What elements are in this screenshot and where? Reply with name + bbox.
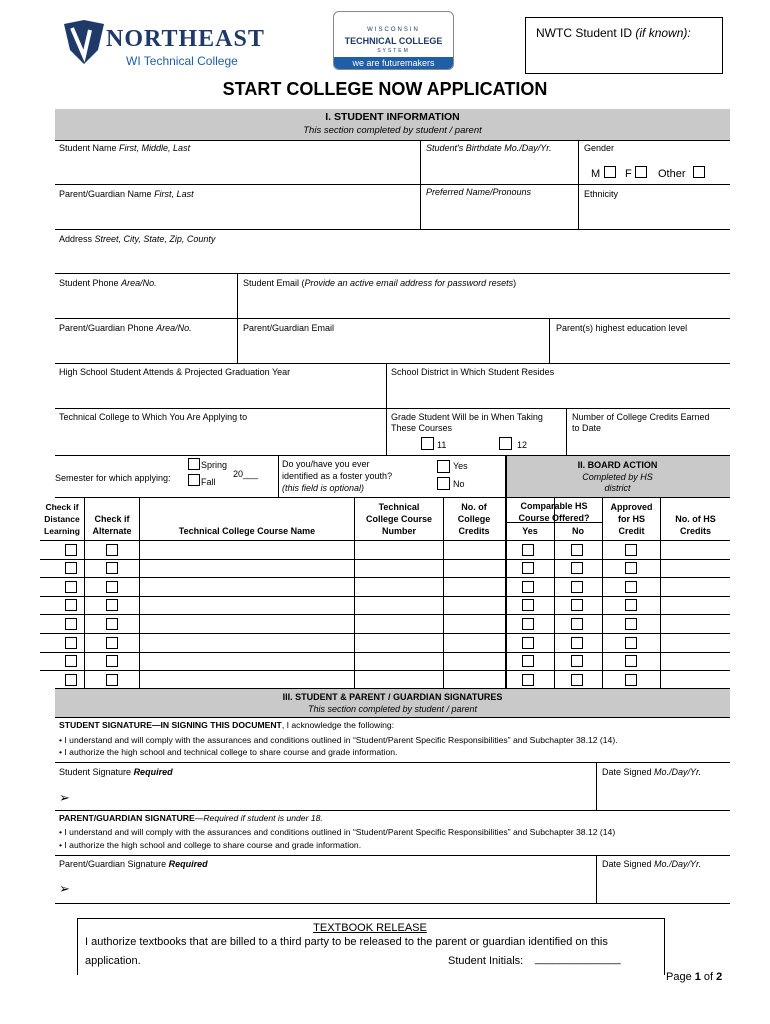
- table-col-divider: [443, 497, 444, 688]
- bullet2: I authorize the high school and technical college to share course and grade information.: [64, 747, 398, 757]
- distance-learning-checkbox[interactable]: [65, 562, 77, 574]
- table-col-divider: [660, 497, 661, 688]
- credits-line2: to Date: [572, 423, 602, 433]
- col-distance-header: Check if Distance Learning: [44, 502, 80, 536]
- school-district-label: School District in Which Student Resides: [391, 367, 555, 377]
- table-row: [40, 670, 730, 671]
- section1-subtitle: This section completed by student / parent: [303, 125, 482, 136]
- alternate-checkbox[interactable]: [106, 618, 118, 630]
- col-credits-header: No. of College Credits: [457, 502, 491, 536]
- birthdate-label: Student's Birthdate Mo./Day/Yr.: [426, 143, 552, 153]
- approved-hs-credit-checkbox[interactable]: [625, 544, 637, 556]
- col-approved-header: Approved for HS Credit: [610, 502, 653, 536]
- alternate-checkbox[interactable]: [106, 581, 118, 593]
- comparable-no-checkbox[interactable]: [571, 618, 583, 630]
- guardian-email-label: Parent/Guardian Email: [243, 323, 335, 333]
- distance-learning-checkbox[interactable]: [65, 581, 77, 593]
- parent-sig-label: Parent/Guardian Signature: [59, 859, 169, 869]
- gender-other-label: Other: [658, 168, 686, 180]
- comparable-yes-checkbox[interactable]: [522, 655, 534, 667]
- col-hs-credits-header: No. of HS Credits: [675, 514, 716, 536]
- year-field[interactable]: 20___: [233, 469, 259, 479]
- wtcs-tagline: we are futuremakers: [334, 57, 453, 69]
- table-col-divider: [554, 497, 555, 688]
- grade-11-label: 11: [437, 440, 447, 450]
- student-id-hint: (if known):: [635, 26, 691, 40]
- foster-yes-label: Yes: [453, 461, 468, 471]
- spring-label: Spring: [201, 460, 228, 470]
- northeast-name: NORTHEAST: [106, 26, 265, 52]
- comparable-no-checkbox[interactable]: [571, 599, 583, 611]
- student-initials-label: Student Initials:: [448, 955, 524, 967]
- table-col-divider: [84, 497, 85, 688]
- distance-learning-checkbox[interactable]: [65, 618, 77, 630]
- distance-learning-checkbox[interactable]: [65, 674, 77, 686]
- col-comparable-header: Comparable HS Course Offered?: [518, 501, 590, 523]
- table-row: [40, 652, 730, 653]
- board-title: II. BOARD ACTION: [577, 460, 658, 470]
- foster-no-checkbox[interactable]: [437, 477, 450, 490]
- board-sub2: district: [604, 483, 631, 493]
- parent-date-field[interactable]: [598, 872, 728, 900]
- student-id-box[interactable]: [525, 17, 723, 74]
- wtcs-logo: [333, 11, 454, 70]
- gender-f-label: F: [625, 168, 632, 180]
- fall-label: Fall: [201, 477, 216, 487]
- approved-hs-credit-checkbox[interactable]: [625, 618, 637, 630]
- high-school-label: High School Student Attends & Projected Graduation Year: [59, 367, 291, 377]
- northeast-logo: [62, 20, 272, 72]
- spring-checkbox[interactable]: [188, 458, 200, 470]
- northeast-shield-icon: [62, 20, 106, 66]
- guardian-name-hint: First, Last: [154, 189, 194, 199]
- bullet1: I understand and will comply with the assurances and conditions outlined in “Student/Parent Specific Responsibilities” and Subchapter 38.12 (14).: [64, 735, 618, 745]
- gender-m-checkbox[interactable]: [604, 166, 616, 178]
- comparable-yes-checkbox[interactable]: [522, 674, 534, 686]
- distance-learning-checkbox[interactable]: [65, 544, 77, 556]
- comparable-no-checkbox[interactable]: [571, 544, 583, 556]
- section1-title: I. STUDENT INFORMATION: [325, 111, 460, 123]
- board-sub1: Completed by HS: [582, 472, 653, 482]
- address-label: Address: [59, 234, 95, 244]
- section3-subtitle: This section completed by student / parent: [307, 704, 478, 714]
- comparable-no-checkbox[interactable]: [571, 655, 583, 667]
- foster-line3: (this field is optional): [282, 483, 365, 493]
- table-col-divider: [139, 497, 140, 688]
- ethnicity-label: Ethnicity: [584, 189, 619, 199]
- student-sig-label: Student Signature: [59, 767, 134, 777]
- parent-education-label: Parent(s) highest education level: [556, 323, 688, 333]
- approved-hs-credit-checkbox[interactable]: [625, 581, 637, 593]
- northeast-subtitle: WI Technical College: [126, 54, 238, 68]
- gender-label: Gender: [584, 143, 615, 153]
- tech-college-label: Technical College to Which You Are Applying to: [59, 412, 248, 422]
- approved-hs-credit-checkbox[interactable]: [625, 655, 637, 667]
- table-row: [40, 596, 730, 597]
- student-name-label: Student Name: [59, 143, 120, 153]
- distance-learning-checkbox[interactable]: [65, 599, 77, 611]
- parent-date-signed-label: Date Signed: [602, 859, 655, 869]
- distance-learning-checkbox[interactable]: [65, 637, 77, 649]
- foster-line1: Do you/have you ever: [282, 459, 370, 469]
- grade-12-label: 12: [517, 440, 528, 450]
- textbook-title: TEXTBOOK RELEASE: [313, 922, 427, 934]
- alternate-checkbox[interactable]: [106, 674, 118, 686]
- guardian-phone-hint: Area/No.: [156, 323, 192, 333]
- student-sig-required: Required: [133, 767, 173, 777]
- approved-hs-credit-checkbox[interactable]: [625, 599, 637, 611]
- foster-no-label: No: [453, 479, 465, 489]
- wtcs-line1: WISCONSIN: [367, 27, 420, 33]
- gender-f-checkbox[interactable]: [635, 166, 647, 178]
- table-header-divider: [505, 522, 602, 523]
- comparable-yes-checkbox[interactable]: [522, 562, 534, 574]
- table-header-bottom: [40, 540, 730, 541]
- student-initials-field[interactable]: ______________: [535, 953, 621, 965]
- student-phone-label: Student Phone: [59, 278, 122, 288]
- student-signature-field[interactable]: ➢: [59, 790, 70, 805]
- comparable-no-checkbox[interactable]: [571, 581, 583, 593]
- comparable-yes-checkbox[interactable]: [522, 599, 534, 611]
- foster-line2: identified as a foster youth?: [282, 471, 393, 481]
- student-phone-hint: Area/No.: [121, 278, 157, 288]
- col-course-number-header: Technical College Course Number: [365, 502, 432, 536]
- guardian-name-label: Parent/Guardian Name: [59, 189, 155, 199]
- table-col-divider: [602, 497, 603, 688]
- gender-m-label: M: [591, 168, 601, 180]
- preferred-name-label: Preferred Name/Pronouns: [426, 187, 532, 197]
- section3-title: III. STUDENT & PARENT / GUARDIAN SIGNATURES: [282, 692, 503, 702]
- comparable-no-checkbox[interactable]: [571, 674, 583, 686]
- page-number: Page 1 of 2: [666, 971, 723, 983]
- parent-sig-hint: —Required if student is under 18.: [194, 813, 323, 823]
- approved-hs-credit-checkbox[interactable]: [625, 674, 637, 686]
- table-row: [40, 614, 730, 615]
- wtcs-line3: SYSTEM: [377, 48, 410, 54]
- wtcs-line2: TECHNICAL COLLEGE: [344, 36, 443, 46]
- grade-12-checkbox[interactable]: [499, 437, 512, 450]
- alternate-checkbox[interactable]: [106, 562, 118, 574]
- parent-sig-required: Required: [168, 859, 208, 869]
- student-date-field[interactable]: [598, 780, 728, 808]
- approved-hs-credit-checkbox[interactable]: [625, 637, 637, 649]
- alternate-checkbox[interactable]: [106, 637, 118, 649]
- grade-line1: Grade Student Will be in When Taking: [391, 412, 543, 422]
- credits-line1: Number of College Credits Earned: [572, 412, 710, 422]
- student-sig-title: STUDENT SIGNATURE—IN SIGNING THIS DOCUMENT: [59, 720, 282, 730]
- table-col-divider: [354, 497, 355, 688]
- student-sig-tail: , I acknowledge the following:: [281, 720, 395, 730]
- page-title: START COLLEGE NOW APPLICATION: [222, 79, 548, 99]
- bullet3: I understand and will comply with the assurances and conditions outlined in “Student/Parent Specific Responsibilities” and Subchapter 38.12 (14): [64, 827, 616, 837]
- gender-other-checkbox[interactable]: [693, 166, 705, 178]
- comparable-no-checkbox[interactable]: [571, 637, 583, 649]
- alternate-checkbox[interactable]: [106, 655, 118, 667]
- address-hint: Street, City, State, Zip, County: [94, 234, 216, 244]
- parent-signature-field[interactable]: ➢: [59, 881, 70, 896]
- student-id-label: NWTC Student ID: [536, 26, 636, 40]
- textbook-line2: application.: [85, 955, 141, 967]
- approved-hs-credit-checkbox[interactable]: [625, 562, 637, 574]
- fall-checkbox[interactable]: [188, 474, 200, 486]
- table-row: [40, 577, 730, 578]
- comparable-yes-checkbox[interactable]: [522, 618, 534, 630]
- alternate-checkbox[interactable]: [106, 599, 118, 611]
- parent-sig-title: PARENT/GUARDIAN SIGNATURE: [59, 813, 195, 823]
- guardian-phone-label: Parent/Guardian Phone: [59, 323, 157, 333]
- student-email-hint: Provide an active email address for password resets: [304, 278, 514, 288]
- alternate-checkbox[interactable]: [106, 544, 118, 556]
- date-signed-label: Date Signed: [602, 767, 655, 777]
- comparable-yes-checkbox[interactable]: [522, 637, 534, 649]
- student-email-label: Student Email (: [243, 278, 305, 288]
- col-yes-header: Yes: [522, 526, 538, 536]
- distance-learning-checkbox[interactable]: [65, 655, 77, 667]
- student-name-hint: First, Middle, Last: [119, 143, 191, 153]
- comparable-yes-checkbox[interactable]: [522, 544, 534, 556]
- grade-11-checkbox[interactable]: [421, 437, 434, 450]
- textbook-line1: I authorize textbooks that are billed to a third party to be released to the parent or guardian identified on this: [85, 936, 608, 948]
- comparable-no-checkbox[interactable]: [571, 562, 583, 574]
- semester-label: Semester for which applying:: [55, 473, 171, 483]
- comparable-yes-checkbox[interactable]: [522, 581, 534, 593]
- table-row: [40, 633, 730, 634]
- bullet4: I authorize the high school and college to share course and grade information.: [64, 840, 362, 850]
- col-no-header: No: [572, 526, 584, 536]
- col-alternate-header: Check if Alternate: [92, 514, 132, 536]
- grade-line2: These Courses: [391, 423, 453, 433]
- table-row: [40, 559, 730, 560]
- table-col-divider: [505, 497, 507, 688]
- col-course-name-header: Technical College Course Name: [178, 526, 316, 536]
- foster-yes-checkbox[interactable]: [437, 460, 450, 473]
